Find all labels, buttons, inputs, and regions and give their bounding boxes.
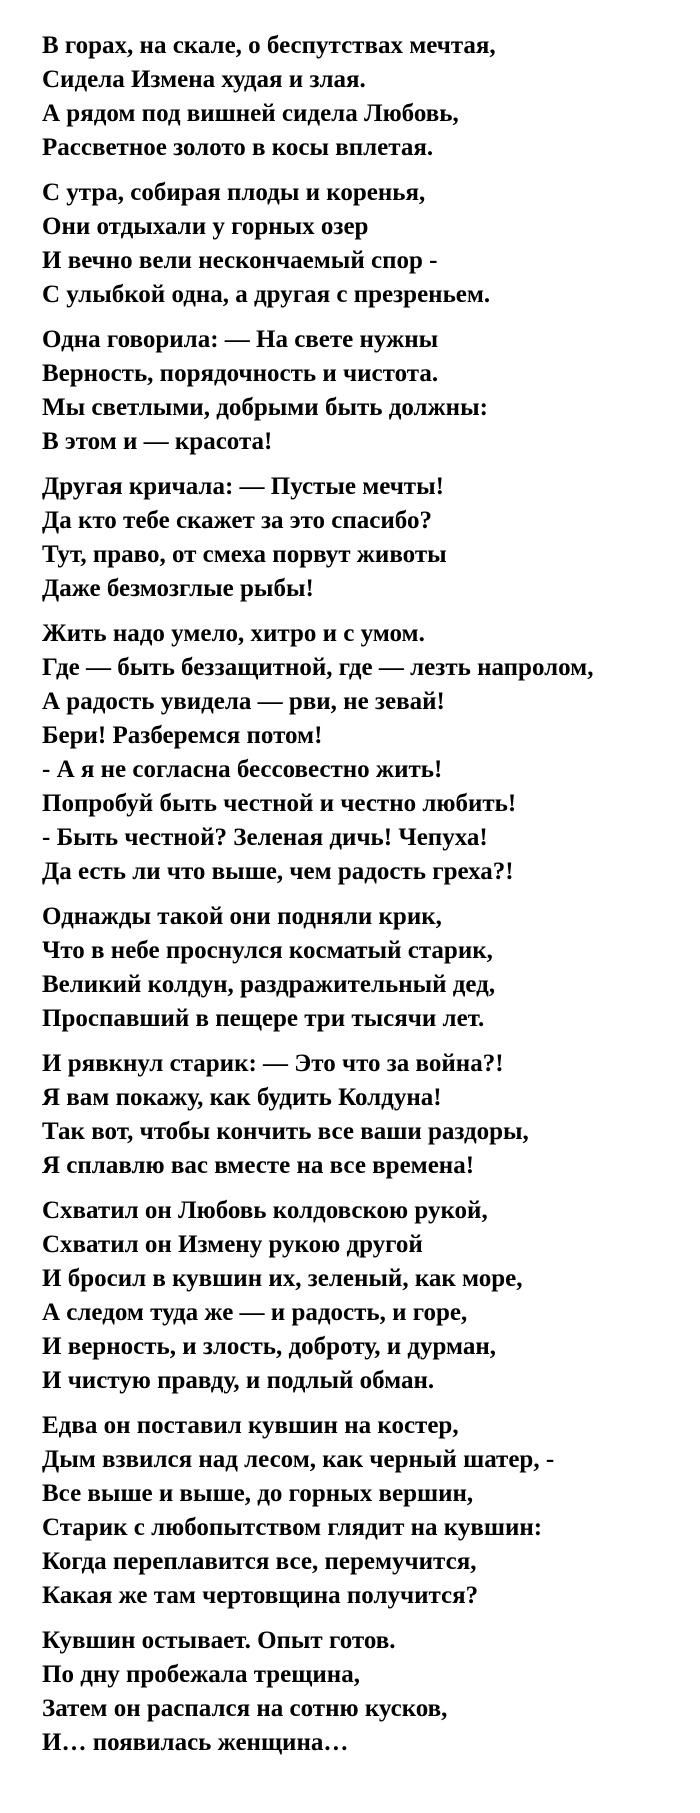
poem-line: А радость увидела — рви, не зевай!: [42, 688, 445, 715]
poem-line: Однажды такой они подняли крик,: [42, 903, 442, 930]
poem-line: Даже безмозглые рыбы!: [42, 575, 314, 602]
poem: [42, 29, 692, 1771]
poem-line: Едва он поставил кувшин на костер,: [42, 1412, 459, 1439]
poem-line: Рассветное золото в косы вплетая.: [42, 134, 434, 161]
poem-line: Дым взвился над лесом, как черный шатер, -: [42, 1446, 555, 1473]
poem-line: Одна говорила: — На свете нужны: [42, 326, 439, 353]
poem-line: Схватил он Измену рукою другой: [42, 1231, 423, 1258]
stanza-1: [42, 29, 692, 165]
stanza-7: [42, 1047, 692, 1183]
stanza-2: [42, 176, 692, 312]
stanza-5: [42, 617, 692, 889]
poem-line: Какая же там чертовщина получится?: [42, 1582, 479, 1609]
stanza-3: [42, 323, 692, 459]
poem-line: Все выше и выше, до горных вершин,: [42, 1480, 474, 1507]
poem-line: - Быть честной? Зеленая дичь! Чепуха!: [42, 824, 488, 851]
poem-line: Кувшин остывает. Опыт готов.: [42, 1627, 396, 1654]
poem-line: И бросил в кувшин их, зеленый, как море,: [42, 1265, 523, 1292]
stanza-10: [42, 1624, 692, 1760]
poem-line: - А я не согласна бессовестно жить!: [42, 756, 443, 783]
stanza-9: [42, 1409, 692, 1613]
poem-line: Попробуй быть честной и честно любить!: [42, 790, 517, 817]
poem-line: С утра, собирая плоды и коренья,: [42, 179, 426, 206]
poem-line: Старик с любопытством глядит на кувшин:: [42, 1514, 543, 1541]
poem-line: И верность, и злость, доброту, и дурман,: [42, 1333, 497, 1360]
poem-line: Другая кричала: — Пустые мечты!: [42, 473, 444, 500]
poem-line: Что в небе проснулся косматый старик,: [42, 937, 493, 964]
poem-line: Когда переплавится все, перемучится,: [42, 1548, 477, 1575]
poem-line: Да кто тебе скажет за это спасибо?: [42, 507, 432, 534]
poem-line: Бери! Разберемся потом!: [42, 722, 323, 749]
poem-line: Так вот, чтобы кончить все ваши раздоры,: [42, 1118, 529, 1145]
poem-line: В этом и — красота!: [42, 428, 273, 455]
poem-line: Тут, право, от смеха порвут животы: [42, 541, 447, 568]
poem-line: Да есть ли что выше, чем радость греха?!: [42, 858, 514, 885]
poem-line: И… появилась женщина…: [42, 1729, 349, 1756]
poem-line: Я сплавлю вас вместе на все времена!: [42, 1152, 475, 1179]
poem-line: Схватил он Любовь колдовскою рукой,: [42, 1197, 488, 1224]
poem-line: Великий колдун, раздражительный дед,: [42, 971, 496, 998]
poem-line: А рядом под вишней сидела Любовь,: [42, 100, 459, 127]
poem-line: Они отдыхали у горных озер: [42, 213, 369, 240]
poem-line: Затем он распался на сотню кусков,: [42, 1695, 448, 1722]
poem-line: Где — быть беззащитной, где — лезть напролом,: [42, 654, 594, 681]
stanza-6: [42, 900, 692, 1036]
poem-line: Сидела Измена худая и злая.: [42, 66, 366, 93]
stanza-4: [42, 470, 692, 606]
poem-line: Верность, порядочность и чистота.: [42, 360, 439, 387]
poem-line: Проспавший в пещере три тысячи лет.: [42, 1005, 485, 1032]
poem-line: Мы светлыми, добрыми быть должны:: [42, 394, 488, 421]
poem-line: И рявкнул старик: — Это что за война?!: [42, 1050, 504, 1077]
poem-line: По дну пробежала трещина,: [42, 1661, 360, 1688]
stanza-8: [42, 1194, 692, 1398]
poem-line: Жить надо умело, хитро и с умом.: [42, 620, 425, 647]
poem-line: С улыбкой одна, а другая с презреньем.: [42, 281, 491, 308]
poem-line: В горах, на скале, о беспутствах мечтая,: [42, 32, 496, 59]
poem-line: Я вам покажу, как будить Колдуна!: [42, 1084, 442, 1111]
poem-line: И вечно вели нескончаемый спор -: [42, 247, 438, 274]
poem-line: И чистую правду, и подлый обман.: [42, 1367, 435, 1394]
poem-line: А следом туда же — и радость, и горе,: [42, 1299, 468, 1326]
